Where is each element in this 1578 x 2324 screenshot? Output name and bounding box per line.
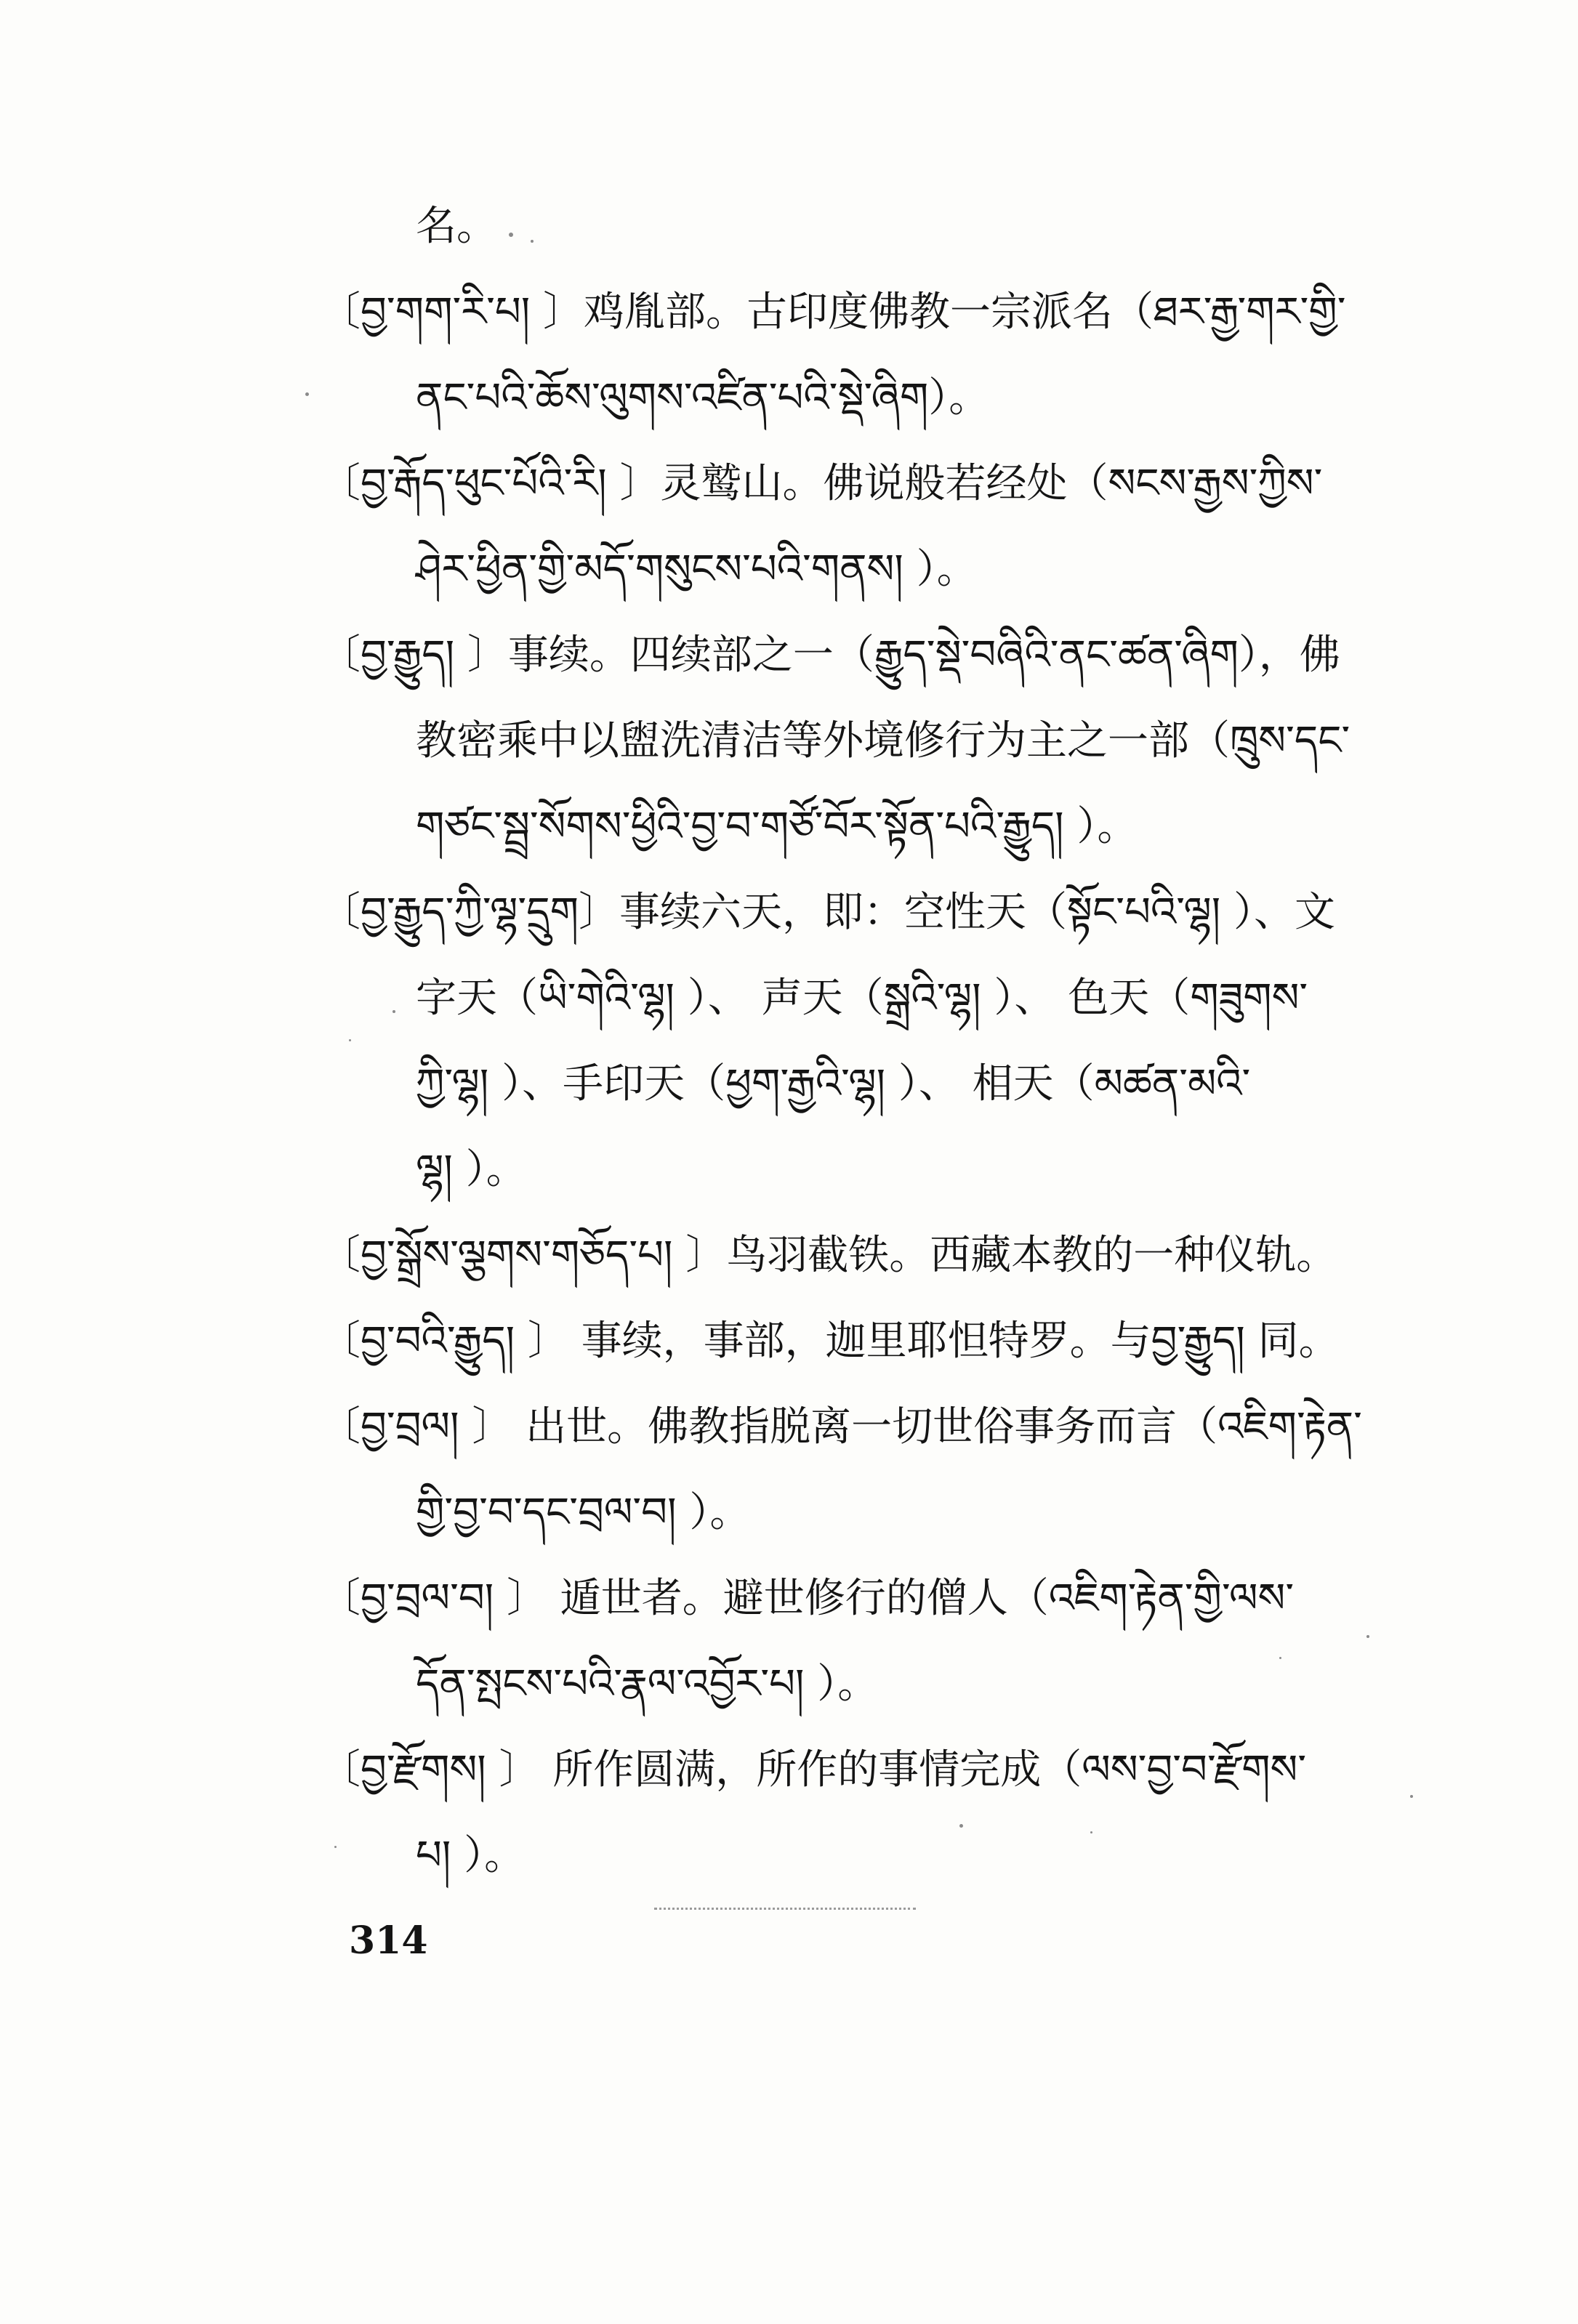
entry-continuation-line: པ། ）。 xyxy=(416,1832,526,1879)
page-number: 314 xyxy=(349,1918,428,1963)
faint-dotted-rule xyxy=(654,1908,916,1913)
entry-continuation-line: ནང་པའི་ཆོས་ལུགས་འཛིན་པའི་སྡེ་ཞིག）。 xyxy=(416,374,990,421)
scan-speck xyxy=(393,1010,395,1013)
entry-headword-line: 〔བྱ་གག་རི་པ། 〕鸡胤部。古印度佛教一宗派名（ཐར་རྒྱ་གར་གྱི་ xyxy=(320,289,1346,336)
entry-continuation-line: ཤེར་ཕྱིན་གྱི་མདོ་གསུངས་པའི་གནས། ）。 xyxy=(416,546,978,593)
entry-continuation-line: 字天（ཡི་གེའི་ལྷ། ）、 声天（སྒྲའི་ལྷ། ）、 色天（གཟུགས་ xyxy=(416,975,1308,1022)
entry-continuation-line: 教密乘中以盥洗清洁等外境修行为主之一部（ཁྲུས་དང་ xyxy=(416,717,1350,764)
entry-headword-line: 〔བྱ་བའི་རྒྱུད། 〕 事续，事部，迦里耶怛特罗。与བྱ་རྒྱུད། 同。 xyxy=(320,1318,1340,1365)
entry-headword-line: 〔བྱ་བྲལ་བ། 〕 遁世者。避世修行的僧人（འཇིག་རྟེན་གྱི་ལས་ xyxy=(320,1575,1295,1622)
entry-headword-line: 〔བྱ་རྫོགས། 〕 所作圆满，所作的事情完成（ལས་བྱ་བ་རྫོགས་ xyxy=(320,1746,1307,1794)
scan-speck xyxy=(334,1846,337,1848)
scan-speck xyxy=(305,392,309,396)
scan-speck xyxy=(509,233,513,237)
entry-continuation-line: གྱི་བྱ་བ་དང་བྲལ་བ། ）。 xyxy=(416,1489,751,1536)
scan-speck xyxy=(1410,1795,1413,1798)
entry-continuation-line: དོན་སྤངས་པའི་རྣལ་འབྱོར་པ། ）。 xyxy=(416,1661,879,1708)
entry-headword-line: 〔བྱ་སྒྲོས་ལྕགས་གཅོད་པ། 〕鸟羽截铁。西藏本教的一种仪轨。 xyxy=(320,1232,1337,1279)
scan-speck xyxy=(531,240,534,243)
entry-headword-line: 〔བྱ་རྒྱུད་ཀྱི་ལྷ་དྲུག〕事续六天，即：空性天（སྟོང་པའི་ལྷ། ）、文 xyxy=(320,889,1335,936)
entry-continuation-line: གཙང་སྦྲ་སོགས་ཕྱིའི་བྱ་བ་གཙོ་བོར་སྟོན་པའི་རྒྱུད། ）。 xyxy=(416,803,1138,850)
entry-headword-line: 〔བྱ་རྒྱུད། 〕事续。四续部之一（རྒྱུད་སྡེ་བཞིའི་ནང་ཚན་ཞིག），佛 xyxy=(320,632,1340,679)
scan-speck xyxy=(1279,1657,1281,1659)
scan-speck xyxy=(349,1039,351,1041)
scan-speck xyxy=(959,1824,963,1828)
entry-headword-line: 〔བྱ་རྒོད་ཕུང་པོའི་རི། 〕灵鹫山。佛说般若经处（སངས་རྒྱས་ཀྱིས་ xyxy=(320,460,1323,507)
entry-list xyxy=(320,195,1425,1910)
entry-continuation-line: ཀྱི་ལྷ། ）、手印天（ཕྱག་རྒྱའི་ལྷ། ）、 相天（མཚན་མའི་ xyxy=(416,1060,1251,1107)
entry-headword-line: 〔བྱ་བྲལ། 〕 出世。佛教指脱离一切世俗事务而言（འཇིག་རྟེན་ xyxy=(320,1403,1362,1451)
entry-continuation-line: ལྷ། ）。 xyxy=(416,1146,527,1193)
scan-speck xyxy=(1366,1635,1369,1638)
entry-continuation-line: 名。 xyxy=(416,203,497,250)
scan-speck xyxy=(1090,1831,1092,1833)
